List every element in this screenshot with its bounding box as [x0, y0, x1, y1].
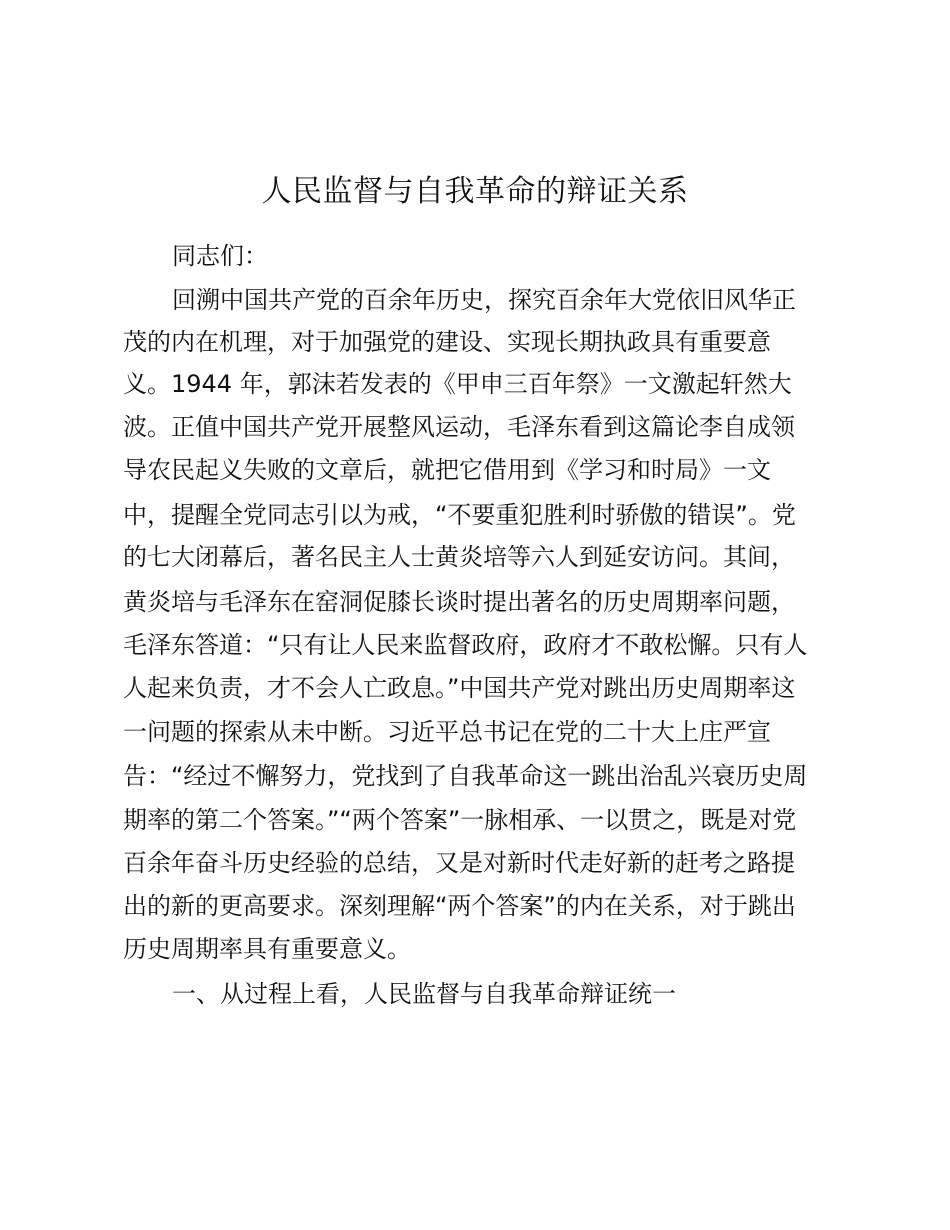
paragraph-line: 中，提醒全党同志引以为戒，“不要重犯胜利时骄傲的错误”。党	[123, 501, 796, 529]
paragraph-line: 波。正值中国共产党开展整风运动，毛泽东看到这篇论李自成领	[123, 413, 795, 441]
paragraph-line: 导农民起义失败的文章后，就把它借用到《学习和时局》一文	[123, 456, 771, 484]
paragraph-line: 人起来负责，才不会人亡政息。”中国共产党对跳出历史周期率这	[123, 674, 796, 702]
paragraph-line: 期率的第二个答案。”“两个答案”一脉相承、一以贯之，既是对党	[123, 806, 797, 834]
paragraph-line: 义。1944 年，郭沫若发表的《甲申三百年祭》一文激起轩然大	[123, 370, 792, 398]
paragraph-line: 出的新的更高要求。深刻理解“两个答案”的内在关系，对于跳出	[123, 892, 796, 920]
paragraph-line: 的七大闭幕后，著名民主人士黄炎培等六人到延安访问。其间，	[123, 543, 795, 571]
paragraph-line: 毛泽东答道：“只有让人民来监督政府，政府才不敢松懈。只有人	[123, 631, 808, 659]
paragraph-line: 百余年奋斗历史经验的总结，又是对新时代走好新的赶考之路提	[123, 849, 795, 877]
section-heading: 一、从过程上看，人民监督与自我革命辩证统一	[172, 982, 676, 1008]
paragraph-line: 一问题的探索从未中断。习近平总书记在党的二十大上庄严宣	[123, 718, 771, 746]
paragraph-line: 历史周期率具有重要意义。	[123, 935, 411, 963]
paragraph-line: 回溯中国共产党的百余年历史，探究百余年大党依旧风华正	[172, 286, 796, 314]
document-title: 人民监督与自我革命的辩证关系	[261, 174, 689, 209]
salutation: 同志们：	[172, 242, 268, 270]
paragraph-line: 告：“经过不懈努力，党找到了自我革命这一跳出治乱兴衰历史周	[123, 762, 808, 790]
paragraph-line: 茂的内在机理，对于加强党的建设、实现长期执政具有重要意	[123, 328, 771, 356]
paragraph-line: 黄炎培与毛泽东在窑洞促膝长谈时提出著名的历史周期率问题，	[123, 588, 795, 616]
